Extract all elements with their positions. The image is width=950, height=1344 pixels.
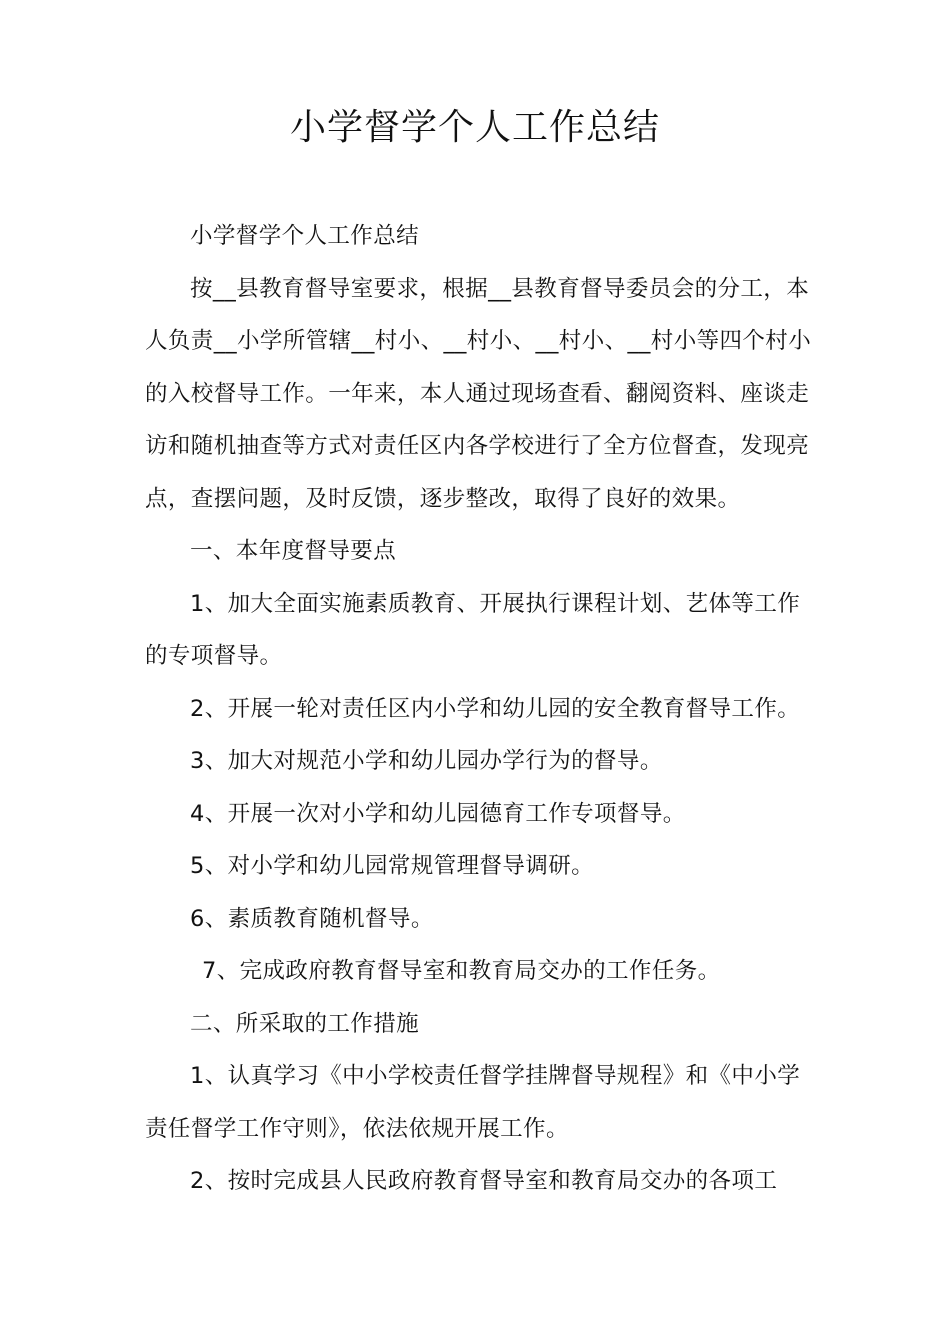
section-heading-2: 二、所采取的工作措施 [190,1010,420,1037]
document-title: 小学督学个人工作总结 [289,107,660,148]
list-item: 1、加大全面实施素质教育、开展执行课程计划、艺体等工作的专项督导。 [145,590,801,669]
paragraph-subtitle: 小学督学个人工作总结 [190,223,420,249]
paragraph-intro: 按__县教育督导室要求，根据__县教育督导委员会的分工，本人负责__小学所管辖__村小、__村小、__村小、__村小等四个村小的入校督导工作。一年来，本人通过现场查看、翻阅资料、座谈走访和随机抽查等方式对责任区内各学校进行了全方位督查，发现亮点，查摆问题，及时反馈，逐步整改，取得了良好的效果。 [145,275,812,512]
list-item: 1、认真学习《中小学校责任督学挂牌督导规程》和《中小学责任督学工作守则》，依法依规开展工作。 [145,1063,801,1142]
list-item: 2、开展一轮对责任区内小学和幼儿园的安全教育督导工作。 [190,695,801,722]
list-item: 4、开展一次对小学和幼儿园德育工作专项督导。 [190,800,686,827]
list-item: 7、完成政府教育督导室和教育局交办的工作任务。 [202,958,721,984]
section-heading-1: 一、本年度督导要点 [190,538,397,564]
list-item: 6、素质教育随机督导。 [190,905,434,932]
list-item: 2、按时完成县人民政府教育督导室和教育局交办的各项工 [190,1168,778,1194]
document-body [145,210,815,1208]
list-item: 5、对小学和幼儿园常规管理督导调研。 [190,853,595,879]
list-item: 3、加大对规范小学和幼儿园办学行为的督导。 [190,748,663,774]
